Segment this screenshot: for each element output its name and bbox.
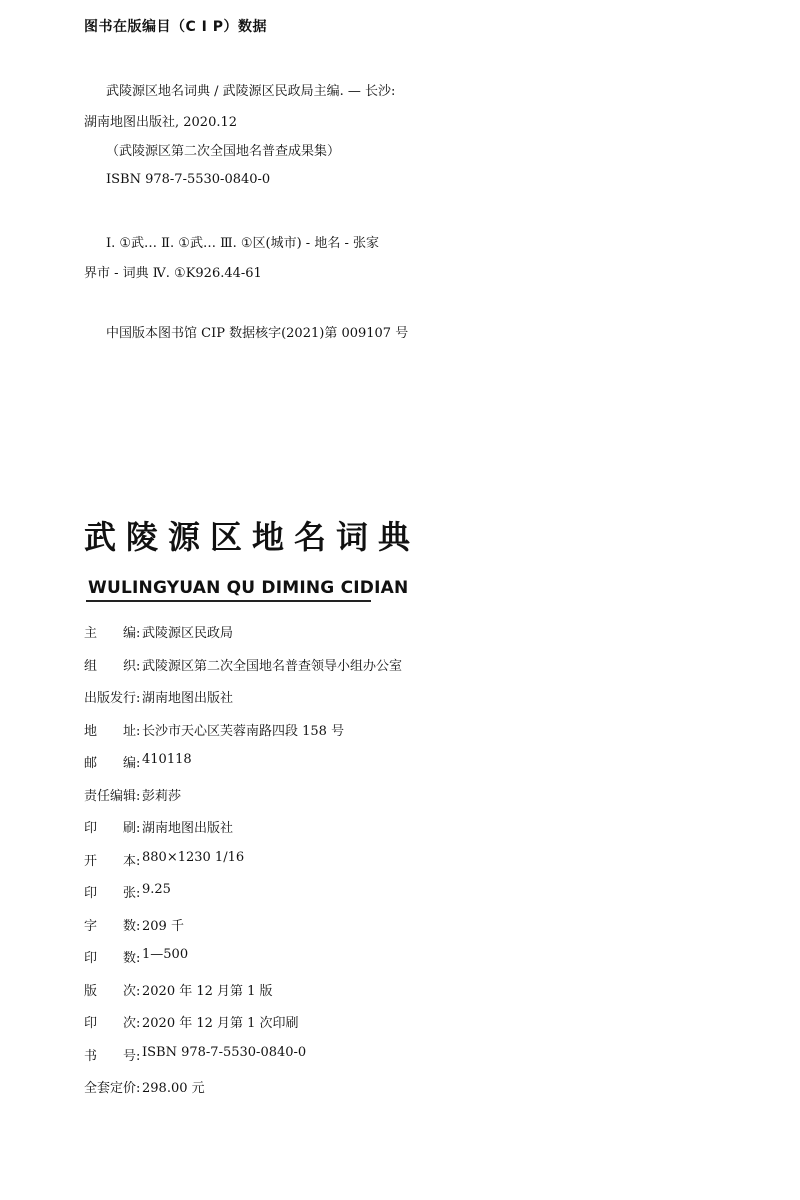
info-label: 印 刷: <box>84 821 141 836</box>
info-row-postcode <box>84 752 402 785</box>
info-value: 2020 年 12 月第 1 次印刷 <box>142 1016 299 1031</box>
info-value: 410118 <box>142 752 192 767</box>
info-value: 209 千 <box>142 918 184 934</box>
info-label: 印 张: <box>84 886 141 901</box>
info-row-isbn <box>84 1045 402 1078</box>
info-label: 责任编辑: <box>84 788 141 804</box>
info-value: 298.00 元 <box>142 1081 205 1096</box>
info-label: 组 织: <box>84 658 141 674</box>
info-value: ISBN 978-7-5530-0840-0 <box>142 1044 307 1060</box>
info-row-address <box>84 720 402 753</box>
info-row-edition <box>84 980 402 1013</box>
info-row-word-count <box>84 915 402 948</box>
info-row-responsible-editor <box>84 785 402 818</box>
info-row-sheets <box>84 882 402 915</box>
cip-header: 图书在版编目（C I P）数据 <box>84 19 267 35</box>
cip-line-subject: Ⅰ. ①武… Ⅱ. ①武… Ⅲ. ①区(城市) - 地名 - 张家 <box>106 236 379 251</box>
book-subtitle: WULINGYUAN QU DIMING CIDIAN <box>88 578 409 598</box>
info-value: 长沙市天心区芙蓉南路四段 158 号 <box>142 723 345 739</box>
info-label: 版 次: <box>84 983 141 999</box>
info-label: 字 数: <box>84 918 141 934</box>
info-row-publisher <box>84 687 402 720</box>
cip-line-series: （武陵源区第二次全国地名普查成果集） <box>106 144 341 159</box>
info-row-editor <box>84 622 402 655</box>
info-value: 1—500 <box>142 947 189 962</box>
info-row-impression <box>84 1012 402 1045</box>
info-value: 湖南地图出版社 <box>142 691 234 706</box>
info-label: 全套定价: <box>84 1081 141 1096</box>
info-row-price <box>84 1077 402 1110</box>
info-label: 书 号: <box>84 1048 141 1064</box>
info-value: 2020 年 12 月第 1 版 <box>142 983 273 999</box>
info-label: 主 编: <box>84 626 141 641</box>
info-label: 地 址: <box>84 723 141 739</box>
info-label: 邮 编: <box>84 756 141 771</box>
info-label: 开 本: <box>84 853 141 869</box>
info-value: 武陵源区民政局 <box>142 626 234 641</box>
info-value: 9.25 <box>142 882 171 897</box>
info-value: 湖南地图出版社 <box>142 821 234 836</box>
info-value: 彭莉莎 <box>142 788 182 804</box>
info-row-printer <box>84 817 402 850</box>
publication-info-list <box>84 622 402 1110</box>
info-row-organizer <box>84 655 402 688</box>
info-label: 出版发行: <box>84 691 141 706</box>
info-row-format <box>84 850 402 883</box>
cip-line-record-number: 中国版本图书馆 CIP 数据核字(2021)第 009107 号 <box>106 326 409 341</box>
info-value: 880×1230 1/16 <box>142 849 245 865</box>
info-label: 印 次: <box>84 1016 141 1031</box>
info-row-print-run <box>84 947 402 980</box>
cip-line-publisher: 湖南地图出版社, 2020.12 <box>84 115 238 130</box>
info-value: 武陵源区第二次全国地名普查领导小组办公室 <box>142 658 403 674</box>
book-title: 武陵源区地名词典 <box>84 518 421 556</box>
info-label: 印 数: <box>84 951 141 966</box>
cip-line-isbn: ISBN 978-7-5530-0840-0 <box>106 172 271 187</box>
cip-line-classification: 界市 - 词典 Ⅳ. ①K926.44-61 <box>84 266 262 281</box>
cip-line-title: 武陵源区地名词典 / 武陵源区民政局主编. — 长沙: <box>106 84 396 99</box>
subtitle-underline <box>86 600 371 602</box>
